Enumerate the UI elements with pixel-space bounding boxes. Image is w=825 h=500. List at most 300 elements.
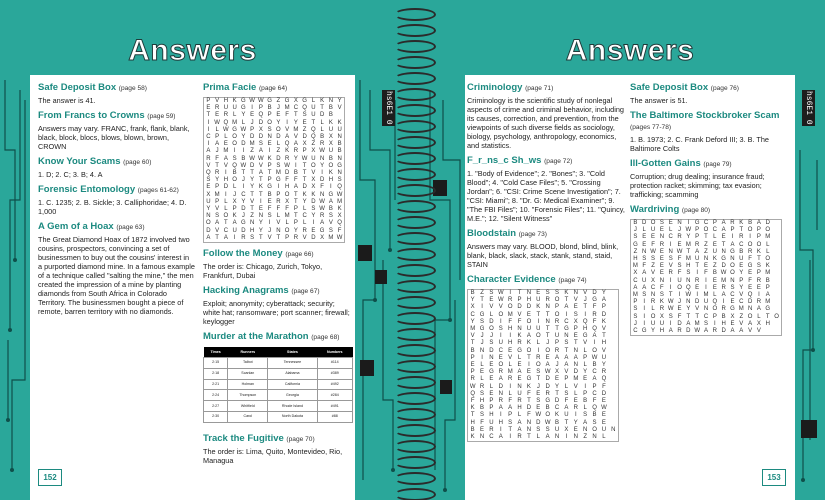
grid-letter: R [721,284,726,291]
grid-letter: W [469,383,476,390]
grid-letter [609,319,618,326]
grid-letter: Q [712,299,718,306]
grid-letter: G [641,328,647,335]
page-ref: (page 70) [286,435,315,443]
grid-letter: C [564,318,569,325]
grid-letter: S [677,263,682,270]
grid-letter: G [765,306,771,313]
grid-letter: P [267,112,272,119]
grid-letter: P [267,162,272,169]
grid-letter: Q [206,170,211,177]
grid-letter: F [592,304,597,311]
grid-letter: B [337,148,342,155]
grid-letter: B [712,270,717,277]
binding-ring [394,232,436,245]
grid-letter: A [285,134,290,141]
grid-letter: F [592,318,597,325]
grid-letter [609,355,618,362]
grid-letter: I [669,320,672,327]
grid-letter: P [601,304,606,311]
answer-heading: Safe Deposit Box [38,82,117,93]
grid-letter: P [712,313,717,320]
word-search-grid [467,289,619,442]
answer-text: The Great Diamond Hoax of 1872 involved two cousins, prospectors, convincing a set of businessmen to buy out the cousins' interest in a purported diamond mine. In a famous example of a technique called "salting the mine," the men created the impression of a mine by planting diamonds from South Africa in Colorado Territory. The businessmen bought a piece of remote, barren territory with no diamonds. [38,235,195,316]
answer-heading: Hacking Anagrams [203,285,289,297]
solution-table [203,347,353,423]
grid-letter: B [633,220,638,226]
grid-letter: I [565,434,568,441]
grid-letter: L [669,227,673,234]
grid-letter: I [643,320,646,327]
grid-letter: C [739,299,744,306]
grid-letter: R [302,227,307,234]
grid-letter: D [526,405,532,412]
grid-letter: N [686,277,691,284]
grid-letter: Q [601,376,607,383]
binding-ring [394,24,436,37]
grid-letter: D [489,347,494,354]
grid-letter: N [677,220,682,226]
grid-letter: R [756,299,762,306]
grid-letter: E [573,398,578,405]
grid-letter: I [233,148,236,155]
grid-letter: I [312,220,315,227]
grid-letter: A [765,292,770,299]
grid-letter: D [223,184,229,191]
grid-letter: E [250,112,255,119]
grid-letter: R [739,234,744,241]
grid-letter: S [633,313,638,320]
grid-letter: A [555,354,560,361]
grid-letter: Y [250,177,255,184]
grid-letter: R [508,376,513,383]
grid-letter: H [765,320,770,327]
grid-letter: A [564,362,569,369]
page-ref: (page 74) [558,277,587,284]
grid-letter: Q [337,184,342,191]
grid-letter: N [564,333,569,340]
binding-ring [394,136,436,149]
grid-letter: E [601,398,606,405]
grid-letter: O [650,313,656,320]
binding-ring [394,200,436,213]
page-title-left: Answers [30,32,355,70]
table-cell: Whitfield [228,401,268,412]
table-cell: #114 [317,358,352,369]
grid-letter: P [730,227,735,234]
grid-letter: T [527,398,531,405]
grid-letter: C [592,390,597,397]
grid-letter: I [242,184,245,191]
grid-letter: G [337,162,342,169]
grid-letter: N [328,98,334,104]
grid-letter: T [536,311,541,318]
grid-letter: F [677,313,682,320]
grid-letter: T [602,333,606,340]
grid-letter: E [470,362,475,369]
grid-letter: F [748,277,752,284]
grid-letter: Y [241,134,246,141]
grid-letter: W [667,299,674,306]
table-header: Times [204,347,228,358]
grid-letter: L [489,311,494,318]
grid-letter: M [573,376,579,383]
grid-letter [772,234,781,241]
grid-letter: O [535,362,541,369]
grid-letter: D [319,177,325,184]
grid-letter: F [267,206,272,213]
grid-letter: G [633,241,638,248]
grid-letter: V [517,311,522,318]
grid-letter: S [508,419,513,426]
grid-letter: P [592,383,597,390]
grid-letter: H [328,177,334,184]
grid-letter: W [601,405,607,412]
page-ref: (page 73) [518,231,547,238]
grid-letter: Y [206,206,211,213]
grid-letter: F [677,256,682,263]
grid-letter: I [268,220,271,227]
answer-text: The answer is 51. [630,96,688,105]
grid-letter: K [739,220,744,226]
grid-letter: D [554,398,560,405]
page-ref: (page 79) [703,161,732,168]
grid-letter: V [328,220,333,227]
grid-letter: V [302,234,307,241]
grid-letter: I [330,184,332,191]
grid-letter: T [686,313,691,320]
binding-ring [394,216,436,229]
table-cell: Georgia [268,390,317,401]
grid-letter: O [756,241,762,248]
grid-letter: K [555,412,560,419]
grid-letter: L [224,198,228,205]
grid-letter: D [498,383,503,390]
answer-heading: Safe Deposit Box [630,82,709,93]
grid-letter: R [668,270,673,277]
grid-letter: H [686,263,691,270]
page-ref: (page 60) [123,159,152,166]
grid-letter: S [480,318,485,325]
grid-letter: V [601,347,606,354]
grid-letter: E [526,311,531,318]
grid-letter: S [206,177,211,184]
grid-letter: L [215,126,219,133]
grid-letter: N [517,326,522,333]
grid-letter: V [285,126,290,133]
grid-letter: T [267,170,272,177]
grid-letter [772,256,781,263]
grid-letter: F [642,263,647,270]
grid-letter: A [517,426,522,433]
grid-letter: A [223,155,228,162]
grid-letter: K [756,248,761,255]
grid-letter: X [311,177,316,184]
grid-letter: G [267,184,272,191]
grid-letter: S [633,234,638,241]
grid-letter: G [517,347,522,354]
answer-text: 1. D; 2. C; 3. B; 4. A [38,170,103,179]
grid-letter: X [756,320,761,327]
grid-letter: D [545,376,550,383]
grid-letter: X [573,318,578,325]
grid-letter: G [526,376,532,383]
grid-letter: D [601,311,607,318]
grid-letter: F [592,398,597,405]
answer-block [467,155,625,223]
grid-letter: W [249,155,255,162]
grid-letter: I [233,234,236,241]
table-cell: #88 [317,411,352,422]
grid-letter: W [650,248,656,255]
grid-letter: A [258,170,263,177]
grid-letter: T [686,248,691,255]
grid-letter: K [302,191,307,198]
grid-letter: V [215,206,220,213]
answer-text: The order is: Chicago, Zurich, Tokyo, Frankfurt, Dubai [203,262,323,281]
grid-letter: S [642,292,647,299]
grid-letter: V [748,328,753,335]
grid-letter: A [293,184,298,191]
grid-letter: P [756,270,761,277]
grid-letter: D [765,220,770,226]
grid-letter: Q [592,326,597,333]
grid-letter: P [555,304,560,311]
grid-letter: O [284,227,290,234]
grid-letter: T [704,234,708,241]
grid-letter: U [677,277,682,284]
grid-letter: E [573,426,578,433]
answer-heading: Prima Facie [203,82,257,93]
grid-letter: K [470,405,475,412]
grid-letter: M [703,292,709,299]
grid-letter: R [601,369,607,376]
grid-letter: J [546,340,550,347]
binding-ring [394,408,436,421]
grid-letter: T [527,354,531,361]
grid-letter: N [267,134,272,141]
grid-letter: R [677,234,682,241]
grid-letter: R [214,105,220,112]
grid-letter: K [328,119,333,126]
page-ref: (page 58) [118,85,148,92]
grid-letter: M [284,105,290,112]
page-ref: (pages 61-62) [137,187,179,194]
grid-letter: V [223,162,228,169]
grid-letter: H [223,98,229,104]
grid-letter: N [276,227,281,234]
grid-letter: J [276,105,280,112]
grid-letter: Y [293,227,298,234]
grid-letter: E [489,297,494,304]
grid-letter: E [517,376,522,383]
grid-letter: Q [470,390,476,397]
grid-letter: X [302,141,307,148]
grid-letter: G [730,248,735,255]
grid-letter: I [687,220,690,226]
grid-letter: S [536,398,541,405]
grid-letter: O [592,347,597,354]
grid-letter: A [526,333,531,340]
table-row [204,379,353,390]
table-cell: 2:30 [204,411,228,422]
page-ref: (page 64) [258,85,288,92]
grid-letter: D [536,419,541,426]
grid-letter: M [765,299,771,306]
grid-letter: V [311,170,316,177]
grid-letter: O [765,256,771,263]
grid-letter: Y [686,234,691,241]
grid-letter: R [592,311,597,318]
grid-letter: L [536,434,540,441]
word-search-grid [203,97,345,243]
grid-letter: Y [293,155,298,162]
answer-heading: Wardriving [630,204,680,215]
grid-letter: A [498,434,503,441]
grid-letter: P [695,227,700,234]
grid-letter: T [739,227,744,234]
grid-letter: L [766,248,770,255]
grid-letter: I [277,184,280,191]
grid-letter: Y [250,184,255,191]
grid-letter: F [508,318,513,325]
grid-letter [763,328,772,335]
grid-letter: S [659,220,664,226]
grid-letter: F [294,177,298,184]
grid-letter: X [633,270,638,277]
grid-letter: T [470,412,475,419]
grid-letter: U [206,198,211,205]
grid-letter: S [564,340,569,347]
grid-letter: G [721,256,726,263]
grid-letter: D [573,369,578,376]
table-cell: Talbot [228,358,268,369]
grid-letter: K [232,213,237,220]
grid-letter: V [489,304,494,311]
grid-letter: D [241,141,246,148]
grid-letter: R [498,398,503,405]
table-header: Runners [228,347,268,358]
circuit-decoration-left-inner [355,0,400,500]
grid-letter: N [258,213,264,220]
grid-letter: M [738,306,744,313]
grid-letter: P [470,369,475,376]
grid-letter: R [293,234,299,241]
grid-letter: N [337,155,342,162]
answer-heading: The Baltimore Stockbroker Scam [630,110,780,121]
answer-heading: Track the Fugitive [203,432,284,444]
grid-letter: S [311,206,316,213]
table-row [204,368,353,379]
table-cell: 2:15 [204,358,228,369]
grid-letter: Y [470,297,475,304]
grid-letter: P [765,284,770,291]
grid-letter: K [526,383,531,390]
grid-letter: M [275,170,281,177]
grid-letter: I [499,426,502,433]
grid-letter: D [249,162,255,169]
grid-letter: C [703,313,709,320]
grid-letter: M [249,141,255,148]
grid-letter: I [251,105,253,112]
grid-letter: O [276,126,281,133]
grid-letter: B [470,290,475,296]
grid-letter: R [223,112,229,119]
grid-letter: U [659,320,665,327]
grid-letter: B [328,155,333,162]
grid-letter: N [659,277,665,284]
grid-letter: A [564,304,569,311]
grid-letter: H [517,405,522,412]
grid-letter: B [470,347,475,354]
grid-letter: M [232,119,238,126]
grid-letter: O [747,227,753,234]
grid-letter: K [470,434,475,441]
grid-letter: R [276,198,281,205]
grid-letter: A [498,376,503,383]
grid-letter [772,227,781,234]
grid-letter: H [489,412,494,419]
grid-letter: H [284,184,290,191]
grid-letter: B [328,105,333,112]
grid-letter: D [517,304,522,311]
grid-letter: V [668,263,673,270]
grid-letter: D [489,318,494,325]
grid-letter: K [285,148,290,155]
grid-letter: C [241,191,246,198]
grid-letter: J [241,213,245,220]
grid-letter: E [601,412,606,419]
grid-letter: I [499,318,502,325]
grid-letter: L [713,234,717,241]
grid-letter: M [765,270,771,277]
grid-letter: N [573,347,578,354]
grid-letter: E [489,376,494,383]
grid-letter: I [669,241,672,248]
grid-letter: I [207,141,210,148]
grid-letter: F [651,241,655,248]
grid-letter: K [601,318,606,325]
grid-letter: U [601,354,607,361]
grid-letter: B [232,170,237,177]
grid-letter: J [489,333,493,340]
grid-letter: J [250,119,254,126]
grid-letter: O [650,220,656,226]
chip-label-left: hs6E1 0 [384,91,393,125]
grid-letter: X [337,213,342,220]
binding-ring [394,328,436,341]
grid-letter: G [694,220,700,226]
grid-letter: C [554,405,560,412]
grid-letter: W [591,354,598,361]
grid-letter: Z [704,241,708,248]
grid-letter: T [668,292,673,299]
answer-text: Criminology is the scientific study of nonlegal aspects of crime and criminal behavior, including its causes, correction, and prevention, from the viewpoints of such diverse fields as sociology, biology, psychology, anthropology, economics, and statistics. [467,96,624,150]
grid-letter: D [302,184,307,191]
answer-heading: Ill-Gotten Gains [630,158,701,169]
grid-letter: U [712,248,717,255]
grid-letter: O [774,313,779,320]
grid-letter: L [651,306,655,313]
grid-letter: S [573,311,578,318]
grid-letter: R [573,405,578,412]
table-cell: 2:18 [204,368,228,379]
grid-letter: O [311,162,316,169]
grid-letter: E [712,284,717,291]
grid-letter: J [555,362,559,369]
grid-letter: P [739,277,744,284]
grid-letter [772,263,781,270]
